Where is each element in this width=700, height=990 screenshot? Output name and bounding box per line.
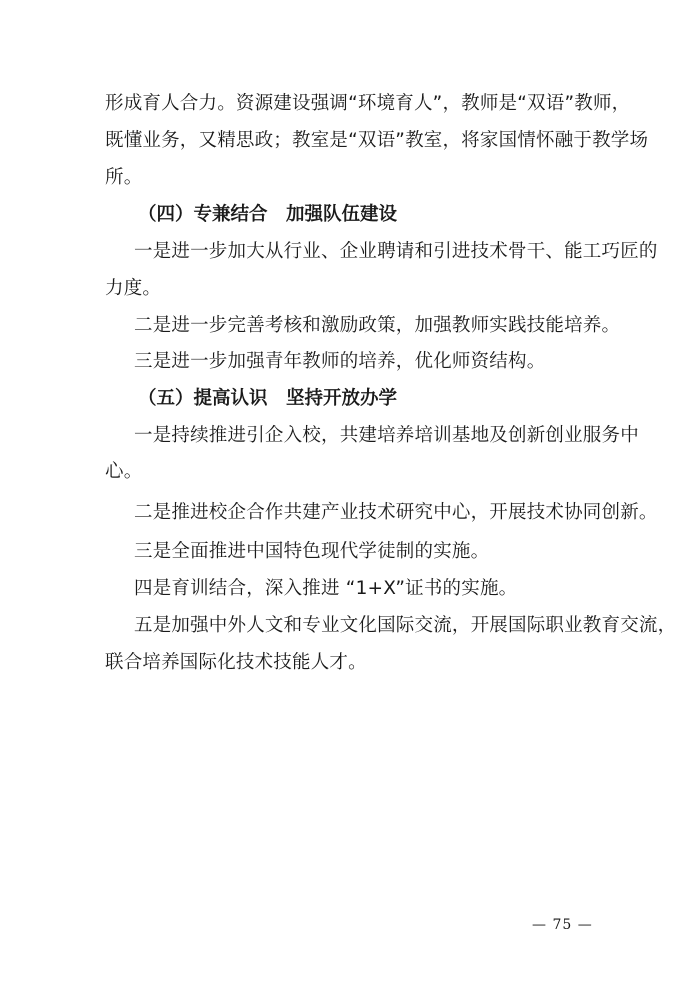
page-number: — 75 — (532, 917, 593, 933)
paragraph-line: 力度。 (105, 278, 162, 299)
paragraph-line: 三是进一步加强青年教师的培养，优化师资结构。 (134, 351, 546, 372)
paragraph-line: 联合培养国际化技术技能人才。 (105, 652, 367, 673)
section-heading-4: （四）专兼结合 加强队伍建设 (138, 204, 398, 225)
paragraph-line: 二是推进校企合作共建产业技术研究中心，开展技术协同创新。 (134, 502, 658, 523)
paragraph-line: 四是育训结合，深入推进 “1+X”证书的实施。 (134, 578, 518, 599)
paragraph-line: 心。 (105, 461, 143, 482)
paragraph-line: 所。 (105, 167, 143, 188)
paragraph-line: 既懂业务，又精思政；教室是“双语”教室，将家国情怀融于教学场 (105, 130, 649, 151)
paragraph-line: 一是进一步加大从行业、企业聘请和引进技术骨干、能工巧匠的 (134, 241, 658, 262)
section-heading-5: （五）提高认识 坚持开放办学 (138, 388, 398, 409)
paragraph-line: 二是进一步完善考核和激励政策，加强教师实践技能培养。 (134, 315, 621, 336)
paragraph-line: 五是加强中外人文和专业文化国际交流，开展国际职业教育交流， (134, 615, 677, 636)
paragraph-line: 一是持续推进引企入校，共建培养培训基地及创新创业服务中 (134, 425, 639, 446)
paragraph-line: 三是全面推进中国特色现代学徒制的实施。 (134, 541, 490, 562)
paragraph-line: 形成育人合力。资源建设强调“环境育人”，教师是“双语”教师， (105, 93, 631, 114)
